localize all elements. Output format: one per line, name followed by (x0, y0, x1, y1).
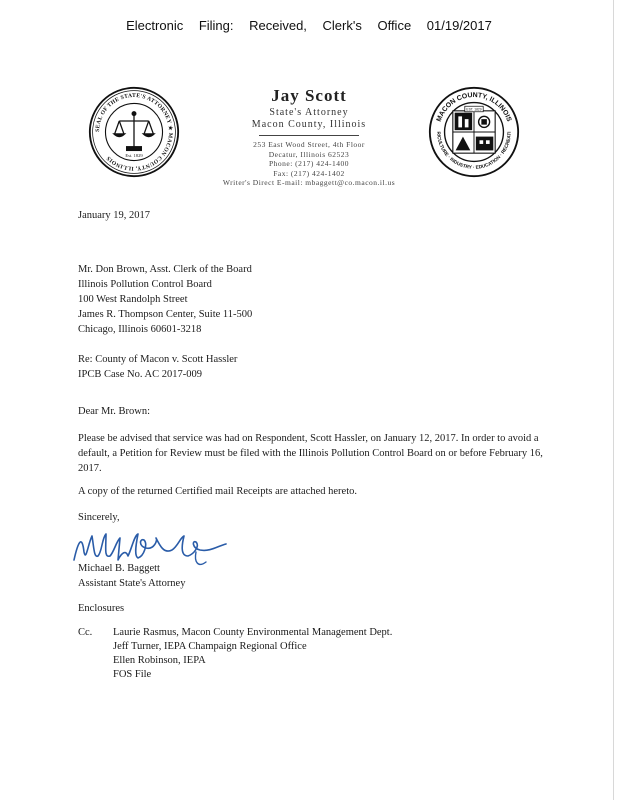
reference-line: Re: County of Macon v. Scott Hassler (78, 354, 238, 365)
signer-name: Michael B. Baggett (78, 563, 160, 574)
county-emblem-icon (453, 106, 495, 153)
seal-inner-text: Est. 1829 (125, 152, 143, 158)
recipient-line: Illinois Pollution Control Board (78, 279, 212, 290)
signer-title: Assistant State's Attorney (78, 578, 186, 589)
letterhead-fax: Fax: (217) 424-1402 (273, 168, 345, 178)
seal-bottom-text: RICULTURE · INDUSTRY · EDUCATION · RECREATI (435, 131, 513, 171)
recipient-address (78, 262, 252, 337)
letterhead-name: Jay Scott (271, 86, 347, 105)
letterhead-street: 253 East Wood Street, 4th Floor (253, 140, 365, 149)
body-paragraph: A copy of the returned Certified mail Receipts are attached hereto. (78, 486, 358, 497)
recipient-line: Chicago, Illinois 60601-3218 (78, 324, 202, 335)
page-edge (613, 0, 614, 800)
cc-recipient: FOS File (113, 669, 152, 680)
letterhead-email: Writer's Direct E-mail: mbaggett@co.macon.il.us (222, 178, 396, 187)
letterhead (200, 86, 418, 188)
recipient-line: 100 West Randolph Street (78, 294, 188, 305)
seal-ring-text: SEAL OF THE STATE'S ATTORNEY ★ MACON COUNTY, ILLINOIS (95, 93, 174, 171)
reference-block (78, 352, 237, 382)
closing: Sincerely, (78, 512, 120, 523)
enclosures-label: Enclosures (78, 603, 125, 614)
macon-county-seal (428, 86, 520, 178)
states-attorney-seal (88, 86, 180, 178)
letter-date: January 19, 2017 (78, 210, 151, 221)
letterhead-phone: Phone: (217) 424-1400 (268, 159, 350, 168)
signature-block (78, 561, 185, 591)
letterhead-title: State's Attorney (269, 107, 349, 118)
cc-recipient: Laurie Rasmus, Macon County Environmental Management Dept. (113, 627, 393, 638)
recipient-line: James R. Thompson Center, Suite 11-500 (78, 309, 253, 320)
seal-banner-text: EST. 1829 (466, 107, 482, 112)
cc-recipient: Ellen Robinson, IEPA (113, 655, 206, 666)
cc-list (113, 626, 392, 682)
body-paragraph: Please be advised that service was had on Respondent, Scott Hassler, on January 12, 2017. In order to avoid a default, a Petition for Review must be filed with the Illinois Pollution Control Board on or before February 16, 2017. (78, 433, 543, 474)
letterhead-county: Macon County, Illinois (251, 119, 367, 130)
letterhead-divider (259, 135, 359, 136)
scales-icon (114, 112, 154, 151)
salutation: Dear Mr. Brown: (78, 406, 151, 417)
seal-top-text: MACON COUNTY, ILLINOIS (435, 91, 513, 123)
reference-line: IPCB Case No. AC 2017-009 (78, 369, 202, 380)
letterhead-city: Decatur, Illinois 62523 (268, 149, 350, 159)
cc-label: Cc. (78, 627, 93, 638)
filing-stamp: Electronic Filing: Received, Clerk's Office 01/19/2017 (126, 18, 492, 33)
cc-recipient: Jeff Turner, IEPA Champaign Regional Office (113, 641, 307, 652)
recipient-line: Mr. Don Brown, Asst. Clerk of the Board (78, 264, 252, 275)
